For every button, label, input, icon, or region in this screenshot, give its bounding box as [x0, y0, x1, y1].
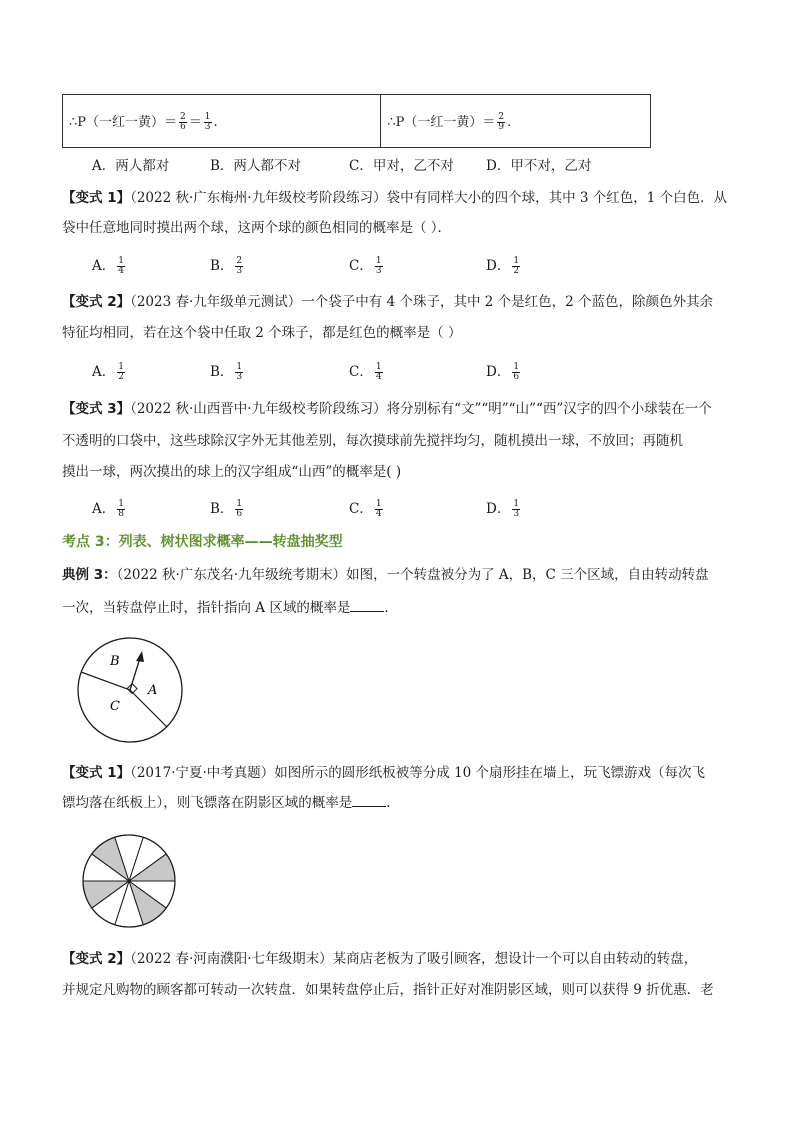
option-c: C． $\frac{1}{4}$ [349, 362, 382, 382]
question-v2b-line2: 并规定凡购物的顾客都可转动一次转盘．如果转盘停止后，指针正好对准阴影区域，则可以获得 9 折优惠．老 [62, 982, 714, 998]
region-label-a: A [148, 683, 158, 698]
answer-blank [352, 793, 386, 807]
question-v1-line2: 袋中任意地同时摸出两个球，这两个球的颜色相同的概率是（ ）． [62, 220, 452, 236]
table-cell-right: ∴P（一红一黄）＝ $\frac{2}{9}$ . [381, 95, 651, 148]
question-v1b-line1: 【变式 1】（2017·宁夏·中考真题）如图所示的圆形纸板被等分成 10 个扇形挂在墙上，玩飞镖游戏（每次飞 [62, 765, 706, 781]
option-d: D． $\frac{1}{2}$ [486, 256, 520, 276]
option-d: D． $\frac{1}{3}$ [486, 499, 520, 519]
fraction: $\frac{2}{6}$ [180, 111, 186, 132]
fraction: $\frac{1}{3}$ [204, 111, 211, 132]
question-v3-line3: 摸出一球，两次摸出的球上的汉字组成“山西”的概率是( ) [62, 464, 402, 480]
fraction: $\frac{2}{9}$ [498, 111, 505, 132]
section-heading: 考点 3：列表、树状图求概率——转盘抽奖型 [62, 534, 343, 550]
question-v2-line1: 【变式 2】（2023 春·九年级单元测试）一个袋子中有 4 个珠子，其中 2 个是红色，2 个蓝色，除颜色外其余 [62, 294, 714, 310]
option-a: A． $\frac{1}{8}$ [92, 499, 124, 519]
option-c: C．甲对，乙不对 [349, 158, 454, 174]
answer-blank [350, 598, 384, 612]
dartboard-figure [80, 832, 178, 930]
option-d: D． $\frac{1}{6}$ [486, 362, 520, 382]
cell-text: ∴P（一红一黄）＝ [387, 114, 496, 130]
region-label-b: B [110, 654, 120, 669]
option-b: B． $\frac{1}{6}$ [210, 499, 243, 519]
question-v3-line2: 不透明的口袋中，这些球除汉字外无其他差别，每次摸球前先搅拌均匀，随机摸出一球，不放回；再随机 [62, 433, 683, 449]
answer-table [62, 94, 651, 148]
cell-text: ∴P（一红一黄）＝ [69, 114, 178, 130]
option-b: B．两人都不对 [210, 158, 301, 174]
option-c: C． $\frac{1}{3}$ [349, 256, 382, 276]
question-v3-line1: 【变式 3】（2022 秋·山西晋中·九年级校考阶段练习）将分别标有“文”“明”“山”“西”汉字的四个小球装在一个 [62, 401, 712, 417]
option-c: C． $\frac{1}{4}$ [349, 499, 382, 519]
option-a: A．两人都对 [92, 158, 170, 174]
question-v2b-line1: 【变式 2】（2022 春·河南濮阳·七年级期末）某商店老板为了吸引顾客，想设计一个可以自由转动的转盘， [62, 951, 698, 967]
option-b: B． $\frac{1}{3}$ [210, 362, 243, 382]
question-v1-line1: 【变式 1】（2022 秋·广东梅州·九年级校考阶段练习）袋中有同样大小的四个球，其中 3 个红色，1 个白色．从 [62, 190, 728, 206]
option-a: A． $\frac{1}{2}$ [92, 362, 124, 382]
region-label-c: C [110, 699, 120, 714]
example-line2: 一次，当转盘停止时，指针指向 A 区域的概率是 ． [62, 600, 398, 616]
question-v2-line2: 特征均相同，若在这个袋中任取 2 个珠子，都是红色的概率是（ ） [62, 325, 462, 341]
option-b: B． $\frac{2}{3}$ [210, 256, 243, 276]
question-v1b-line2: 镖均落在纸板上），则飞镖落在阴影区域的概率是 ． [62, 795, 400, 811]
table-cell-left: ∴P（一红一黄）＝ $\frac{2}{6}$ ＝ $\frac{1}{3}$ . [63, 95, 381, 148]
option-d: D．甲不对，乙对 [486, 158, 592, 174]
spinner-figure [74, 634, 186, 746]
option-a: A． $\frac{1}{4}$ [92, 256, 124, 276]
example-line1: 典例 3：（2022 秋·广东茂名·九年级统考期末）如图，一个转盘被分为了 A，B，C 三个区域，自由转动转盘 [62, 567, 709, 583]
